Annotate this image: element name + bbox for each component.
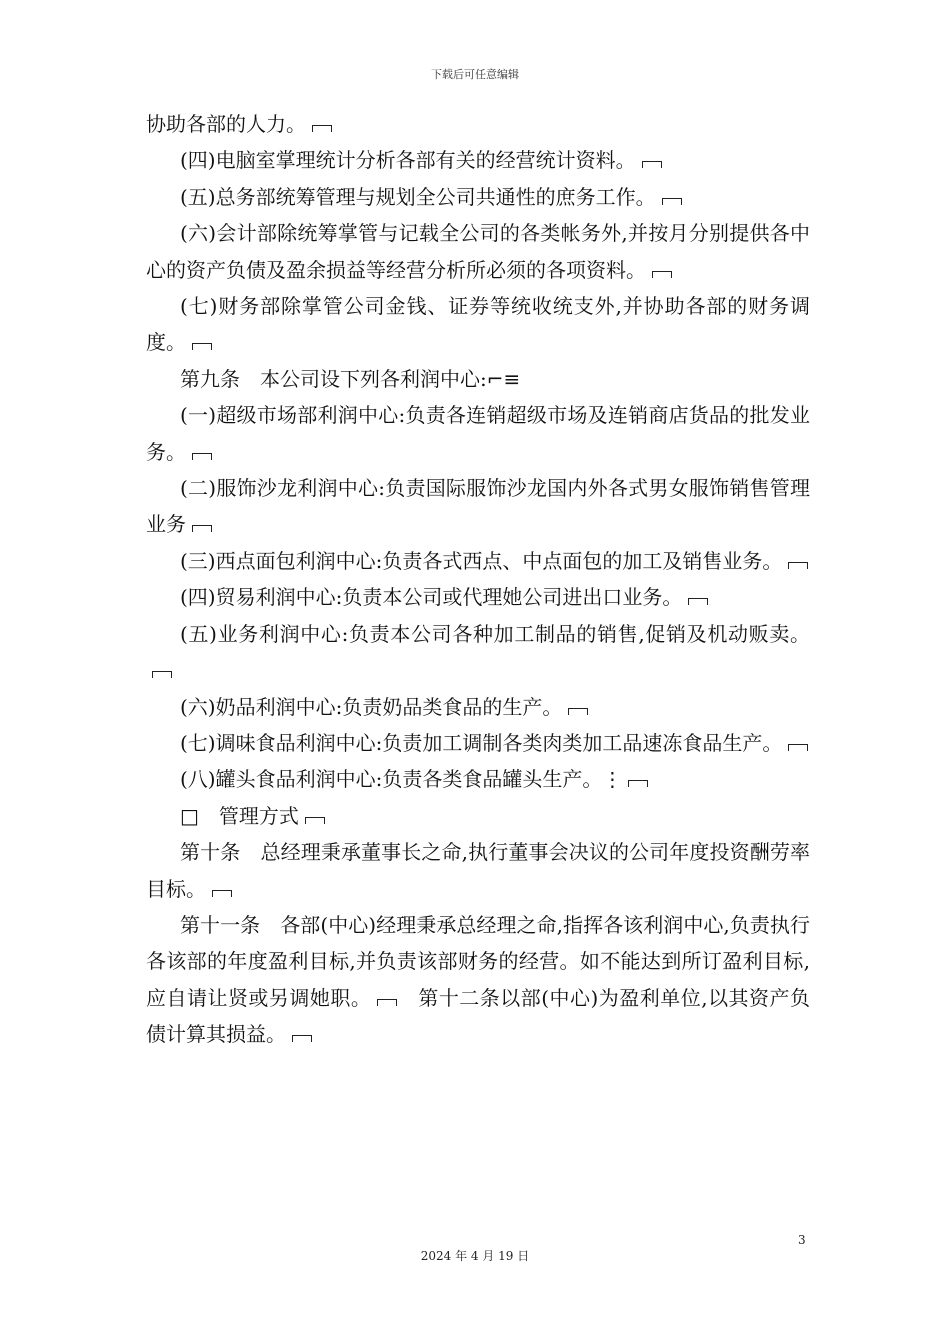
- paragraph-mark-icon: [192, 525, 212, 532]
- paragraph-14: [146, 761, 810, 797]
- paragraph-mark-icon: [788, 562, 808, 569]
- paragraph-1: [146, 106, 810, 142]
- paragraph-2: [146, 142, 810, 178]
- paragraph-text-continued: 第十二条以部(中心)为盈利单位,以其资产负债计算其损益。: [146, 985, 811, 1047]
- paragraph-mark-icon: [292, 1035, 312, 1042]
- paragraph-text: (五)总务部统筹管理与规划全公司共通性的庶务工作。: [180, 184, 656, 209]
- paragraph-3: [146, 179, 810, 215]
- paragraph-mark-icon: [788, 744, 808, 751]
- paragraph-mark-icon: [312, 125, 332, 132]
- paragraph-11: [146, 616, 810, 689]
- paragraph-mark-icon: [305, 817, 325, 824]
- paragraph-text: (七)调味食品利润中心:负责加工调制各类肉类加工品速冻食品生产。: [180, 730, 783, 755]
- paragraph-text: 第十条 总经理秉承董事长之命,执行董事会决议的公司年度投资酬劳率目标。: [146, 840, 810, 901]
- paragraph-text: 协助各部的人力。: [146, 112, 306, 136]
- paragraph-mark-icon: [192, 343, 212, 350]
- paragraph-text: (八)罐头食品利润中心:负责各类食品罐头生产。⋮: [180, 767, 623, 792]
- paragraph-text: (三)西点面包利润中心:负责各式西点、中点面包的加工及销售业务。: [180, 548, 783, 573]
- paragraph-mark-icon: [568, 708, 588, 715]
- paragraph-text: (六)会计部除统筹掌管与记载全公司的各类帐务外,并按月分别提供各中心的资产负债及盈余损益等经营分析所必须的各项资料。: [146, 221, 810, 282]
- paragraph-text: (四)贸易利润中心:负责本公司或代理她公司进出口业务。: [180, 585, 683, 610]
- paragraph-text: 第十一条 各部(中心)经理秉承总经理之命,指挥各该利润中心,负责执行各该部的年度盈利目标,并负责该部财务的经营。如不能达到所订盈利目标,应自请让贤或另调她职。: [146, 912, 810, 1010]
- paragraph-mark-icon: [642, 161, 662, 168]
- page-footer-date: 2024 年 4 月 19 日: [420, 1249, 530, 1263]
- document-body: [146, 106, 810, 1053]
- paragraph-6: [146, 361, 810, 397]
- paragraph-text: (五)业务利润中心:负责本公司各种加工制品的销售,促销及机动贩卖。: [180, 621, 810, 646]
- page-number: 3: [798, 1233, 806, 1247]
- paragraph-9: [146, 543, 810, 579]
- paragraph-text: (一)超级市场部利润中心:负责各连销超级市场及连销商店货品的批发业务。: [146, 403, 810, 464]
- paragraph-mark-icon: [212, 890, 232, 897]
- paragraph-mark-icon: [152, 671, 172, 678]
- paragraph-8: [146, 470, 810, 543]
- section-heading-text: □ 管理方式: [180, 803, 299, 828]
- paragraph-mark-icon: [628, 780, 648, 787]
- paragraph-7: [146, 397, 810, 470]
- paragraph-text: (六)奶品利润中心:负责奶品类食品的生产。: [180, 694, 563, 719]
- paragraph-mark-icon: [688, 598, 708, 605]
- section-heading-management: [146, 798, 810, 834]
- page-header: 下载后可任意编辑: [431, 68, 519, 81]
- paragraph-17: [146, 907, 810, 1053]
- paragraph-16: [146, 834, 810, 907]
- paragraph-4: [146, 215, 810, 288]
- paragraph-mark-icon: [662, 198, 682, 205]
- paragraph-13: [146, 725, 810, 761]
- paragraph-text: 第九条 本公司设下列各利润中心:⌐≡: [180, 366, 521, 391]
- paragraph-text: (四)电脑室掌理统计分析各部有关的经营统计资料。: [180, 148, 636, 173]
- paragraph-mark-icon: [652, 271, 672, 278]
- paragraph-5: [146, 288, 810, 361]
- paragraph-text: (七)财务部除掌管公司金钱、证券等统收统支外,并协助各部的财务调度。: [146, 294, 810, 355]
- paragraph-mark-icon: [192, 453, 212, 460]
- paragraph-mark-icon: [377, 999, 397, 1006]
- paragraph-10: [146, 579, 810, 615]
- paragraph-12: [146, 689, 810, 725]
- paragraph-text: (二)服饰沙龙利润中心:负责国际服饰沙龙国内外各式男女服饰销售管理业务: [146, 476, 810, 537]
